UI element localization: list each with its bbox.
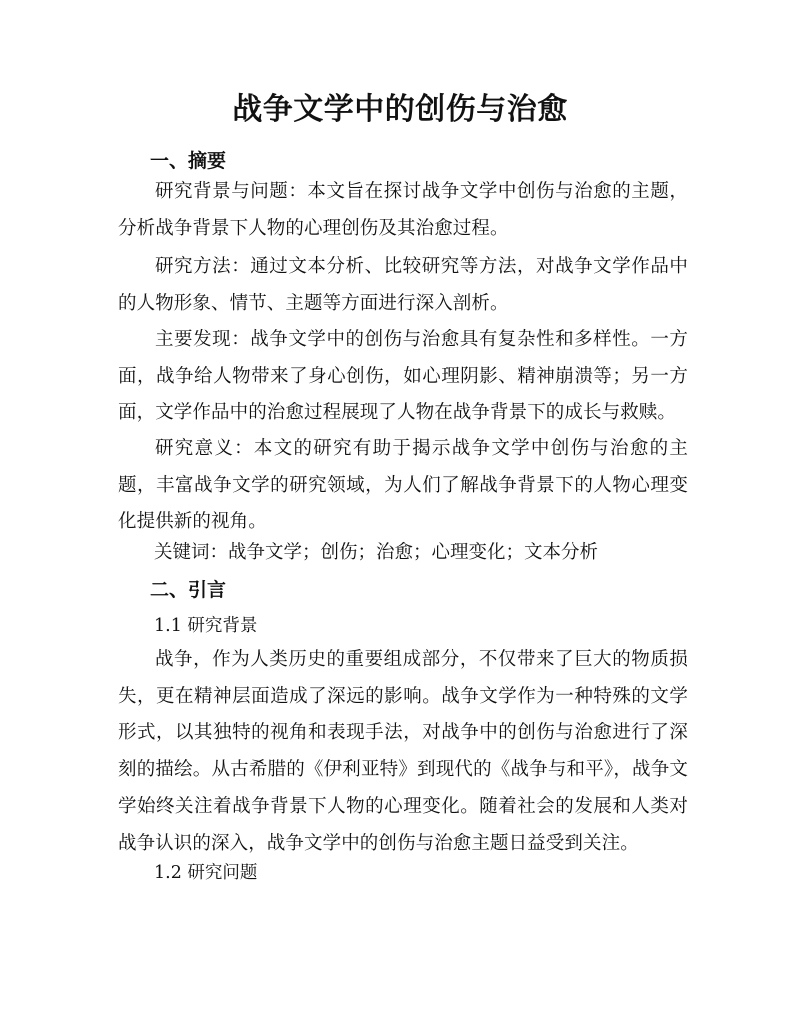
section-heading-abstract: 一、摘要 [150,150,227,172]
subsection-heading-questions: 1.2 研究问题 [154,863,258,883]
paragraph-method: 研究方法：通过文本分析、比较研究等方法，对战争文学作品中的人物形象、情节、主题等方面进行深入剖析。 [118,256,688,314]
page-title: 战争文学中的创伤与治愈 [232,92,568,127]
paragraph-background: 研究背景与问题：本文旨在探讨战争文学中创伤与治愈的主题，分析战争背景下人物的心理创伤及其治愈过程。 [118,181,688,239]
paragraph-research-background: 战争，作为人类历史的重要组成部分，不仅带来了巨大的物质损失，更在精神层面造成了深远的影响。战争文学作为一种特殊的文学形式，以其独特的视角和表现手法，对战争中的创伤与治愈进行了深刻的描绘。从古希腊的《伊利亚特》到现代的《战争与和平》，战争文学始终关注着战争背景下人物的心理变化。随着社会的发展和人类对战争认识的深入，战争文学中的创伤与治愈主题日益受到关注。 [118,649,688,854]
section-heading-introduction: 二、引言 [150,579,227,601]
subsection-heading-background: 1.1 研究背景 [154,616,258,636]
paragraph-findings: 主要发现：战争文学中的创伤与治愈具有复杂性和多样性。一方面，战争给人物带来了身心创伤，如心理阴影、精神崩溃等；另一方面，文学作品中的治愈过程展现了人物在战争背景下的成长与救赎。 [118,329,688,424]
paragraph-significance: 研究意义：本文的研究有助于揭示战争文学中创伤与治愈的主题，丰富战争文学的研究领域，为人们了解战争背景下的人物心理变化提供新的视角。 [118,438,688,533]
keywords-line: 关键词：战争文学；创伤；治愈；心理变化；文本分析 [154,542,599,563]
